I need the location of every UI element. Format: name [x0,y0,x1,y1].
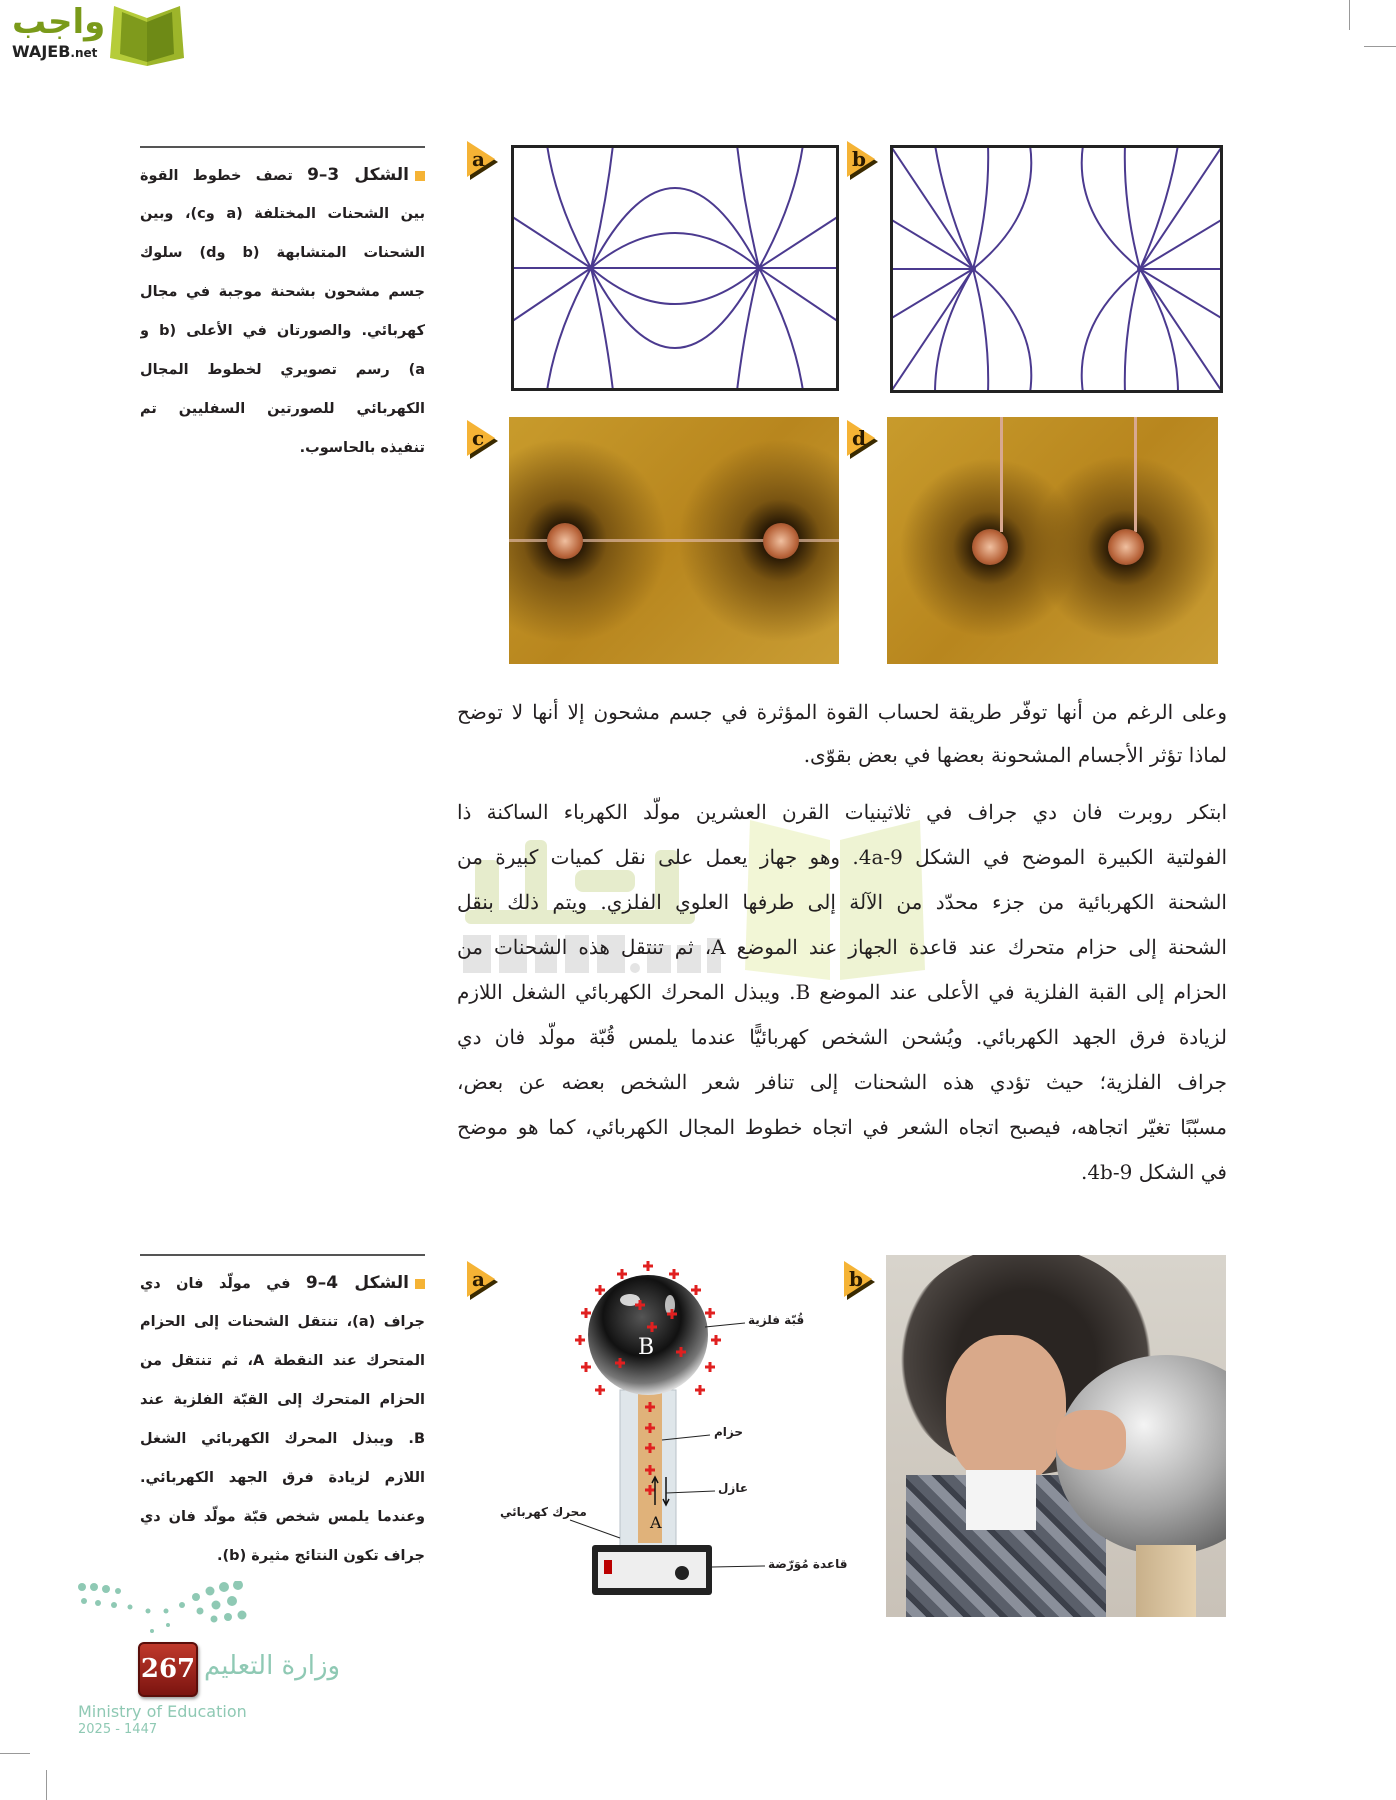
crop-mark [46,1770,47,1800]
caption-line: الكهربائي للصورتين السفليين تم [140,401,425,417]
paragraph-1 [457,691,1227,777]
crop-mark [1349,0,1350,30]
text-line: جراف الفلزية؛ حيث تؤدي هذه الشحنات إلى تنافر شعر الشخص بعضه عن بعض، [457,1070,1227,1094]
text-line: الشحنة الكهربائية من جزء محدّد من الآلة إلى طرفها العلوي الفلزي. ويتم ذلك بنقل [457,890,1227,914]
caption-text: في مولّد فان دي [140,1276,291,1292]
photo-opposite-charges [509,417,839,664]
figure-label-b: b [847,141,881,183]
wajeb-logo[interactable] [0,0,190,69]
dome-label: قُبّة فلزية [748,1313,805,1327]
caption-line: اللازم لزيادة فرق الجهد الكهربائي. [140,1470,425,1486]
belt-label: حزام [714,1425,744,1439]
electrode [547,523,583,559]
electrode [972,529,1008,565]
figure-3-caption [140,146,425,468]
caption-lead: الشكل 3–9 [307,165,409,185]
base-label: قاعدة مُوَرّضة [768,1557,848,1571]
figure-4-caption [140,1254,425,1576]
crop-mark [0,1753,30,1754]
book-icon [106,4,188,66]
caption-line: الحزام المتحرك إلى القبّة الفلزية عند [140,1392,425,1408]
figure-label-d: d [847,420,881,462]
ministry-of-education-logo [78,1581,378,1741]
text-line: لماذا تؤثر الأجسام المشحونة بعضها في بعض بقوّى. [803,743,1227,767]
point-a-label: A [650,1513,662,1532]
caption-text: تصف خطوط القوة [140,168,293,184]
electrode [763,523,799,559]
crop-mark [1364,46,1396,47]
figure-label-b: b [844,1261,878,1303]
caption-line: المتحرك عند النقطة A، ثم تنتقل من [140,1353,425,1369]
caption-line: جسم مشحون بشحنة موجبة في مجال [140,284,425,300]
figure-label-a: a [467,141,501,183]
dots-pattern-icon [78,1581,248,1641]
caption-line: a) رسم تصويري لخطوط المجال [140,362,425,378]
bullet-square-icon [415,1279,425,1289]
caption-line: تنفيذه بالحاسوب. [299,440,425,456]
ministry-english: Ministry of Education [78,1702,247,1721]
bullet-square-icon [415,171,425,181]
text-line: مسبّبًا تغيّر اتجاهه، فيصبح اتجاه الشعر في اتجاه خطوط المجال الكهربائي، كما هو موضح [457,1115,1227,1139]
paragraph-2 [457,790,1227,1195]
caption-line: جراف تكون النتائج مثيرة (b). [217,1548,425,1564]
generator-illustration [500,1255,820,1605]
text-line: ابتكر روبرت فان دي جراف في ثلاثينيات القرن العشرين مولّد الكهرباء الساكنة ذا [457,800,1227,824]
year-label: 2025 - 1447 [78,1722,158,1737]
ministry-arabic: وزارة التعليم [204,1651,341,1681]
figure-label-c: c [467,420,501,462]
caption-line: بين الشحنات المختلفة (a وc)، وبين [140,206,425,222]
point-b-label: B [638,1335,655,1360]
text-line: الفولتية الكبيرة الموضح في الشكل 9-4a. وهو جهاز يعمل على نقل كميات كبيرة من [457,845,1227,869]
logo-arabic: واجب [12,2,106,42]
text-line: وعلى الرغم من أنها توفّر طريقة لحساب القوة المؤثرة في جسم مشحون إلا أنها لا توضح [457,700,1227,724]
caption-line: وعندما يلمس شخص قبّة مولّد فان دي [140,1509,425,1525]
logo-latin: WAJEB.net [12,42,98,61]
field-lines-like-charges [890,145,1223,393]
text-line: الحزام إلى القبة الفلزية في الأعلى عند الموضع B. ويبذل المحرك الكهربائي الشغل اللازم [457,980,1227,1004]
electrode [1108,529,1144,565]
caption-line: جراف (a)، تنتقل الشحنات إلى الحزام [140,1314,425,1330]
field-lines-opposite-charges [511,145,839,391]
text-line: لزيادة فرق الجهد الكهربائي. ويُشحن الشخص كهربائيًّا عندما يلمس قُبّة مولّد فان دي [457,1025,1227,1049]
caption-line: كهربائي. والصورتان في الأعلى (b و [140,323,425,339]
photo-like-charges [887,417,1218,664]
page-number: 267 [138,1642,198,1697]
insulator-label: عازل [718,1481,749,1495]
caption-line: B. ويبذل المحرك الكهربائي الشغل [140,1431,425,1447]
photo-girl-touching-dome [886,1255,1226,1617]
text-line: في الشكل 9-4b. [1080,1160,1227,1184]
motor-label: محرك كهربائي [500,1505,587,1519]
caption-line: الشحنات المتشابهة (b وd) سلوك [140,245,425,261]
figure-label-a: a [467,1261,501,1303]
van-de-graaff-diagram [500,1255,848,1605]
text-line: الشحنة إلى حزام متحرك عند قاعدة الجهاز عند الموضع A، ثم تنتقل هذه الشحنات من [457,935,1227,959]
caption-lead: الشكل 4–9 [305,1273,409,1293]
